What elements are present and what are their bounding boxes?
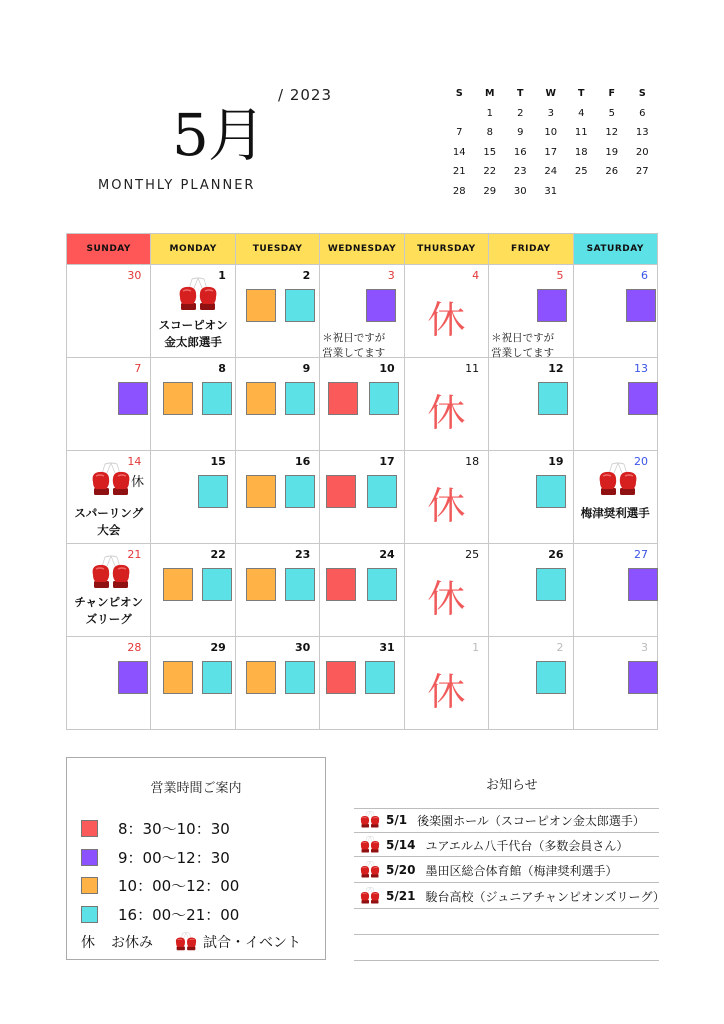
- day-cell: [489, 265, 573, 358]
- day-cell: [320, 637, 404, 730]
- divider: [354, 934, 659, 935]
- slot-cyan: [285, 289, 315, 322]
- calendar-week: [67, 358, 658, 451]
- mini-date: 24: [544, 166, 558, 177]
- day-number: 26: [548, 548, 564, 561]
- notice-date: 5/21: [386, 889, 416, 903]
- day-cell: [404, 544, 488, 637]
- day-number: 11: [465, 362, 480, 375]
- day-number: 1: [218, 269, 226, 282]
- planner-subtitle: MONTHLY PLANNER: [98, 178, 256, 193]
- legend-text: 10：00〜12：00: [118, 876, 240, 895]
- day-cell: [573, 358, 657, 451]
- mini-date: 31: [544, 185, 558, 197]
- mini-date: 2: [517, 107, 524, 119]
- slot-purple: [118, 661, 148, 694]
- day-cell: [573, 637, 657, 730]
- mini-week: [444, 104, 660, 124]
- day-number: 23: [294, 548, 311, 561]
- day-number: 2: [556, 641, 564, 654]
- mini-date: 22: [483, 166, 497, 177]
- day-number: 28: [127, 641, 142, 654]
- day-number: 3: [387, 269, 395, 282]
- slot-cyan: [202, 568, 232, 601]
- boxing-gloves-icon: [360, 861, 380, 879]
- mini-date: 1: [486, 107, 493, 119]
- slot-purple: [628, 568, 658, 601]
- day-number: 8: [218, 362, 226, 375]
- day-cell: [151, 358, 235, 451]
- boxing-gloves-icon: [175, 932, 197, 952]
- day-cell: [320, 265, 404, 358]
- slot-purple: [118, 382, 148, 415]
- legend-closed-mark: 休: [81, 935, 95, 951]
- notice-item: [360, 860, 617, 880]
- notice-text: 駿台高校（ジュニアチャンピオンズリーグ）: [425, 889, 665, 904]
- legend-event-label: 試合・イベント: [203, 935, 301, 951]
- mini-date: 20: [635, 146, 649, 158]
- day-number: 10: [379, 362, 395, 375]
- day-cell: [573, 544, 657, 637]
- header-sunday: SUNDAY: [67, 234, 151, 265]
- monthly-calendar: [66, 233, 658, 727]
- mini-date: [444, 104, 475, 124]
- slot-red: [326, 661, 356, 694]
- slot-orange: [246, 382, 276, 415]
- day-number: 19: [548, 455, 564, 468]
- event-label: スパーリング: [74, 506, 144, 520]
- mini-week: [444, 123, 660, 143]
- day-cell: [235, 451, 319, 544]
- mini-date: 28: [452, 185, 466, 197]
- mini-date: 16: [513, 146, 527, 158]
- day-cell: [573, 451, 657, 544]
- closed-mark: 休: [427, 484, 466, 528]
- mini-date: 15: [483, 146, 497, 158]
- day-number: 14: [127, 455, 142, 468]
- slot-purple: [628, 382, 658, 415]
- mini-date: 17: [544, 146, 558, 158]
- mini-date: 18: [574, 146, 588, 158]
- calendar-week: [67, 451, 658, 544]
- slot-cyan: [369, 382, 399, 415]
- mini-date: 9: [517, 127, 524, 138]
- slot-orange: [163, 661, 193, 694]
- day-number: 3: [641, 641, 648, 654]
- day-cell: [235, 544, 319, 637]
- holiday-note-line: 営業してます: [491, 347, 555, 359]
- legend-text: 8：30〜10：30: [118, 819, 230, 838]
- slot-cyan: [285, 475, 315, 508]
- mini-date: 14: [452, 146, 466, 158]
- calendar-week: [67, 544, 658, 637]
- day-number: 17: [379, 455, 395, 468]
- mini-week: [444, 182, 660, 202]
- slot-purple: [537, 289, 567, 322]
- mini-calendar: [444, 84, 660, 201]
- day-number: 30: [127, 269, 142, 282]
- day-number: 22: [210, 548, 226, 561]
- day-cell: [151, 451, 235, 544]
- event-label: 梅津奨利選手: [580, 506, 650, 520]
- notice-date: 5/14: [386, 838, 416, 852]
- slot-cyan: [285, 382, 315, 415]
- day-number: 2: [302, 269, 311, 282]
- day-number: 18: [465, 455, 480, 468]
- boxing-gloves-icon: [360, 836, 380, 854]
- header-thursday: THURSDAY: [404, 234, 488, 265]
- day-cell: [235, 265, 319, 358]
- legend-swatch-orange: [81, 877, 98, 894]
- header-tuesday: TUESDAY: [235, 234, 319, 265]
- event-label: スコーピオン: [158, 318, 228, 332]
- day-number: 16: [294, 455, 311, 468]
- slot-orange: [246, 568, 276, 601]
- day-cell: [489, 358, 573, 451]
- mini-date: 6: [639, 107, 646, 119]
- day-cell: [151, 265, 235, 358]
- day-cell: [320, 358, 404, 451]
- closed-mark: 休: [427, 577, 466, 621]
- legend-swatch-cyan: [81, 906, 98, 923]
- calendar-week: [67, 637, 658, 730]
- slot-cyan: [536, 661, 566, 694]
- day-number: 31: [379, 641, 395, 654]
- boxing-gloves-icon: [91, 555, 131, 591]
- slot-cyan: [285, 661, 315, 694]
- slot-cyan: [365, 661, 395, 694]
- slot-cyan: [198, 475, 228, 508]
- slot-cyan: [367, 475, 397, 508]
- notice-item: [360, 886, 665, 906]
- slot-cyan: [538, 382, 568, 415]
- slot-cyan: [367, 568, 397, 601]
- divider: [354, 882, 659, 883]
- notices-title: お知らせ: [486, 778, 538, 793]
- day-cell: [404, 265, 488, 358]
- day-cell: [151, 637, 235, 730]
- divider: [354, 808, 659, 809]
- day-number: 21: [127, 548, 142, 561]
- day-number: 7: [134, 362, 142, 375]
- day-cell: [489, 451, 573, 544]
- holiday-note: [322, 331, 385, 361]
- day-number: 25: [465, 548, 480, 561]
- closed-mark: 休: [427, 298, 466, 342]
- event-label: ズリーグ: [85, 612, 132, 626]
- slot-red: [328, 382, 358, 415]
- calendar-week: [67, 265, 658, 358]
- mini-day-label: F: [608, 88, 615, 99]
- mini-day-label: T: [517, 88, 524, 99]
- notice-date: 5/1: [386, 813, 408, 827]
- mini-date: 19: [605, 146, 619, 158]
- slot-red: [326, 568, 356, 601]
- holiday-note: [491, 331, 554, 361]
- legend-text: 9：00〜12：30: [118, 848, 230, 867]
- day-cell: [404, 451, 488, 544]
- holiday-note-line: ＊祝日ですが: [491, 332, 555, 344]
- slot-cyan: [202, 382, 232, 415]
- mini-date: 12: [605, 127, 619, 138]
- day-cell: [67, 637, 151, 730]
- day-cell: [320, 451, 404, 544]
- mini-day-label: S: [455, 88, 463, 99]
- mini-date: 8: [486, 127, 493, 138]
- slot-cyan: [202, 661, 232, 694]
- day-cell: [573, 265, 657, 358]
- mini-date: 25: [574, 166, 588, 177]
- slot-orange: [246, 289, 276, 322]
- legend-text: 16：00〜21：00: [118, 905, 240, 924]
- divider: [354, 856, 659, 857]
- mini-date: 5: [608, 107, 615, 119]
- closed-mark-small: 休: [131, 475, 145, 490]
- legend-swatch-red: [81, 820, 98, 837]
- day-number: 24: [379, 548, 395, 561]
- day-cell: [67, 451, 151, 544]
- weekday-header-row: [67, 234, 658, 265]
- mini-date: 4: [578, 107, 585, 119]
- mini-date: 30: [513, 185, 527, 197]
- slot-cyan: [536, 568, 566, 601]
- mini-date: 29: [483, 185, 497, 197]
- day-cell: [67, 358, 151, 451]
- notice-item: [360, 835, 628, 855]
- day-number: 13: [634, 362, 648, 375]
- day-cell: [235, 637, 319, 730]
- mini-date: 11: [574, 127, 588, 138]
- day-cell: [404, 637, 488, 730]
- closed-mark: 休: [427, 670, 466, 714]
- month-title: 5月: [172, 101, 265, 169]
- slot-cyan: [536, 475, 566, 508]
- boxing-gloves-icon: [360, 887, 380, 905]
- mini-date: 27: [635, 166, 649, 177]
- day-cell: [404, 358, 488, 451]
- mini-date: 7: [456, 127, 463, 138]
- mini-date: 21: [452, 166, 466, 177]
- boxing-gloves-icon: [91, 462, 131, 498]
- slot-purple: [628, 661, 658, 694]
- day-number: 6: [641, 269, 648, 282]
- day-number: 27: [634, 548, 648, 561]
- closed-mark: 休: [427, 391, 466, 435]
- header-saturday: SATURDAY: [573, 234, 657, 265]
- day-number: 12: [548, 362, 564, 375]
- day-number: 29: [210, 641, 226, 654]
- header-wednesday: WEDNESDAY: [320, 234, 404, 265]
- mini-calendar-header: [444, 84, 660, 104]
- divider: [354, 960, 659, 961]
- slot-purple: [626, 289, 656, 322]
- legend-item: [81, 847, 230, 867]
- notice-text: 後楽園ホール（スコーピオン金太郎選手）: [417, 813, 645, 828]
- mini-date: 13: [635, 127, 649, 138]
- day-number: 30: [294, 641, 311, 654]
- slot-cyan: [285, 568, 315, 601]
- mini-week: [444, 162, 660, 182]
- day-cell: [67, 544, 151, 637]
- day-cell: [489, 544, 573, 637]
- notice-item: [360, 810, 645, 830]
- mini-date: 10: [544, 127, 558, 138]
- slot-purple: [366, 289, 396, 322]
- mini-day-label: W: [545, 88, 556, 99]
- event-label: 大会: [97, 523, 121, 537]
- legend-item: [81, 904, 239, 924]
- header-monday: MONDAY: [151, 234, 235, 265]
- divider: [354, 908, 659, 909]
- day-number: 1: [472, 641, 480, 654]
- day-cell: [151, 544, 235, 637]
- slot-red: [326, 475, 356, 508]
- legend-item: [81, 818, 230, 838]
- mini-date: 3: [547, 107, 554, 119]
- year-label: / 2023: [278, 86, 332, 104]
- day-number: 5: [556, 269, 564, 282]
- mini-date: 26: [605, 166, 619, 177]
- legend-item: [81, 875, 239, 895]
- legend-symbols: [81, 932, 301, 952]
- mini-date: [566, 182, 597, 202]
- legend-swatch-purple: [81, 849, 98, 866]
- notice-text: 墨田区総合体育館（梅津奨利選手）: [425, 863, 618, 878]
- day-number: 4: [472, 269, 480, 282]
- mini-day-label: T: [578, 88, 585, 99]
- mini-date: 23: [513, 166, 527, 177]
- holiday-note-line: ＊祝日ですが: [322, 332, 386, 344]
- legend-title: 営業時間ご案内: [150, 781, 242, 796]
- notice-date: 5/20: [386, 863, 416, 877]
- holiday-note-line: 営業してます: [322, 347, 386, 359]
- business-hours-legend: [66, 757, 326, 960]
- boxing-gloves-icon: [598, 462, 638, 498]
- mini-day-label: M: [485, 88, 495, 99]
- legend-closed-label: お休み: [111, 935, 153, 951]
- mini-week: [444, 143, 660, 163]
- mini-date: [627, 182, 658, 202]
- day-number: 9: [302, 362, 311, 375]
- day-cell: [67, 265, 151, 358]
- boxing-gloves-icon: [178, 277, 218, 313]
- day-cell: [320, 544, 404, 637]
- boxing-gloves-icon: [360, 811, 380, 829]
- mini-day-label: S: [638, 88, 646, 99]
- divider: [354, 832, 659, 833]
- notice-text: ユアエルム八千代台（多数会員さん）: [425, 838, 629, 853]
- day-number: 15: [210, 455, 226, 468]
- event-label: チャンピオン: [74, 595, 144, 609]
- header-friday: FRIDAY: [489, 234, 573, 265]
- slot-orange: [163, 568, 193, 601]
- day-cell: [235, 358, 319, 451]
- slot-orange: [246, 475, 276, 508]
- event-label: 金太郎選手: [164, 335, 222, 349]
- slot-orange: [246, 661, 276, 694]
- mini-date: [597, 182, 628, 202]
- slot-orange: [163, 382, 193, 415]
- day-cell: [489, 637, 573, 730]
- day-number: 20: [634, 455, 648, 468]
